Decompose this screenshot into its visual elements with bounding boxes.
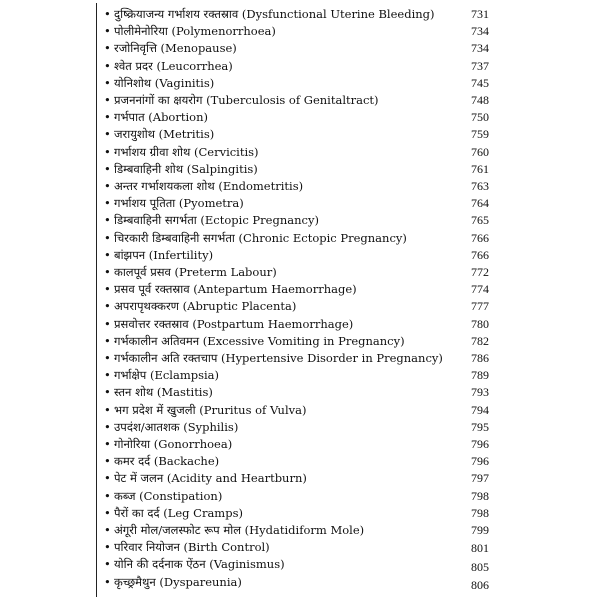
toc-entry: [104, 247, 596, 264]
entry-page-number: 772: [471, 265, 489, 279]
entry-title: प्रसव पूर्व रक्तस्राव (Antepartum Haemorrhage): [114, 282, 357, 297]
bullet-icon: •: [104, 196, 111, 211]
entry-title: दुष्क्रियाजन्य गर्भाशय रक्तस्राव (Dysfunctional Uterine Bleeding): [114, 7, 435, 21]
bullet-icon: •: [104, 402, 111, 417]
entry-page-number: 763: [471, 179, 489, 193]
entry-title: भग प्रदेश में खुजली (Pruritus of Vulva): [114, 402, 307, 417]
toc-entry: [104, 436, 596, 453]
entry-title: प्रसवोत्तर रक्तस्राव (Postpartum Haemorrhage): [114, 316, 354, 331]
bullet-icon: •: [104, 265, 111, 279]
toc-entry: [104, 281, 596, 298]
entry-title: जरायुशोथ (Metritis): [114, 127, 215, 142]
toc-entry: [104, 92, 596, 109]
entry-page-number: 774: [471, 282, 489, 297]
toc-entry: [104, 6, 596, 23]
entry-title: अपरापृथक्करण (Abruptic Placenta): [114, 299, 297, 314]
entry-page-number: 750: [471, 110, 489, 125]
entry-title: कमर दर्द (Backache): [114, 454, 220, 469]
toc-entry: [104, 316, 596, 333]
bullet-icon: •: [104, 144, 111, 159]
entry-title: अन्तर गर्भाशयकला शोथ (Endometritis): [114, 179, 304, 193]
bullet-icon: •: [104, 471, 111, 486]
entry-page-number: 793: [471, 385, 489, 400]
toc-entry: [104, 419, 596, 436]
toc-entry: [104, 40, 596, 57]
entry-title: परिवार नियोजन (Birth Control): [114, 540, 270, 555]
entry-title: पैरों का दर्द (Leg Cramps): [114, 505, 243, 520]
entry-page-number: 734: [471, 24, 489, 39]
bullet-icon: •: [104, 419, 111, 434]
entry-title: गर्भाशय ग्रीवा शोथ (Cervicitis): [114, 144, 259, 159]
entry-page-number: 766: [471, 230, 489, 245]
toc-entry: [104, 195, 596, 212]
bullet-icon: •: [104, 58, 111, 73]
toc-entry: [104, 384, 596, 401]
bullet-icon: •: [104, 93, 111, 107]
entry-page-number: 786: [471, 351, 489, 365]
entry-title: गर्भकालीन अतिवमन (Excessive Vomiting in Pregnancy): [114, 333, 405, 348]
bullet-icon: •: [104, 41, 111, 56]
vertical-rule: [96, 3, 97, 597]
bullet-icon: •: [104, 333, 111, 348]
toc-entry: [104, 58, 596, 75]
toc-entry: [104, 126, 596, 143]
entry-title: अंगूरी मोल/जलस्फोट रूप मोल (Hydatidiform Mole): [114, 523, 365, 537]
entry-title: कालपूर्व प्रसव (Preterm Labour): [114, 265, 277, 279]
entry-page-number: 798: [471, 488, 489, 503]
bullet-icon: •: [104, 24, 111, 39]
entry-page-number: 798: [471, 505, 489, 520]
entry-title: पोलीमेनोरिया (Polymenorrhoea): [114, 24, 276, 39]
bullet-icon: •: [104, 179, 111, 193]
toc-entry: [104, 367, 596, 384]
entry-page-number: 748: [471, 93, 489, 107]
entry-page-number: 795: [471, 419, 489, 434]
entry-title: रजोनिवृत्ति (Menopause): [114, 41, 237, 56]
entry-title: गोनोरिया (Gonorrhoea): [114, 437, 233, 451]
toc-entry: [104, 488, 596, 505]
bullet-icon: •: [104, 161, 111, 176]
entry-title: बांझपन (Infertility): [114, 247, 214, 262]
entry-title: उपदंश/आतशक (Syphilis): [114, 419, 239, 434]
entry-page-number: 794: [471, 402, 489, 417]
bullet-icon: •: [104, 282, 111, 297]
entry-title: प्रजननांगों का क्षयरोग (Tuberculosis of Genitaltract): [114, 93, 379, 107]
bullet-icon: •: [104, 7, 111, 21]
entry-page-number: 764: [471, 196, 489, 211]
entry-title: गर्भपात (Abortion): [114, 110, 208, 125]
toc-entry: [104, 109, 596, 126]
toc-entry: [104, 333, 596, 350]
entry-page-number: 777: [471, 299, 489, 314]
toc-entry: [104, 556, 596, 573]
entry-title: स्तन शोथ (Mastitis): [114, 385, 213, 400]
entry-title: गर्भाशय पूतिता (Pyometra): [114, 196, 244, 211]
entry-title: कब्ज (Constipation): [114, 488, 223, 503]
entry-title: पेट में जलन (Acidity and Heartburn): [114, 471, 307, 486]
entry-title: कृच्छ्रमैथुन (Dyspareunia): [114, 574, 242, 589]
bullet-icon: •: [104, 523, 111, 537]
toc-entry: [104, 212, 596, 229]
bullet-icon: •: [104, 368, 111, 383]
toc-entry: [104, 505, 596, 522]
entry-title: चिरकारी डिम्बवाहिनी सगर्भता (Chronic Ectopic Pregnancy): [114, 230, 407, 245]
bullet-icon: •: [104, 230, 111, 245]
entry-page-number: 782: [471, 333, 489, 348]
toc-entry: [104, 264, 596, 281]
entry-page-number: 745: [471, 75, 489, 90]
bullet-icon: •: [104, 385, 111, 400]
bullet-icon: •: [104, 505, 111, 520]
entry-title: गर्भाक्षेप (Eclampsia): [114, 368, 220, 383]
entry-title: योनि की दर्दनाक ऐंठन (Vaginismus): [114, 557, 285, 572]
bullet-icon: •: [104, 437, 111, 451]
entry-title: गर्भकालीन अति रक्तचाप (Hypertensive Disorder in Pregnancy): [114, 351, 443, 365]
entry-page-number: 737: [471, 58, 489, 73]
entry-page-number: 796: [471, 437, 489, 451]
entry-page-number: 799: [471, 523, 489, 537]
bullet-icon: •: [104, 75, 111, 90]
entry-page-number: 731: [471, 7, 489, 21]
entry-page-number: 797: [471, 471, 489, 486]
bullet-icon: •: [104, 488, 111, 503]
bullet-icon: •: [104, 454, 111, 469]
entry-page-number: 761: [471, 161, 489, 176]
toc-entry: [104, 522, 596, 539]
toc-entry: [104, 453, 596, 470]
bullet-icon: •: [104, 316, 111, 331]
entry-page-number: 789: [471, 368, 489, 383]
toc-entry: [104, 539, 596, 556]
bullet-icon: •: [104, 299, 111, 314]
entry-title: योनिशोथ (Vaginitis): [114, 75, 215, 90]
entry-page-number: 796: [471, 454, 489, 469]
toc-entry: [104, 298, 596, 315]
bullet-icon: •: [104, 540, 111, 555]
bullet-icon: •: [104, 574, 111, 589]
toc-entry: [104, 75, 596, 92]
entry-page-number: 759: [471, 127, 489, 142]
bullet-icon: •: [104, 127, 111, 142]
entry-title: डिम्बवाहिनी शोथ (Salpingitis): [114, 161, 258, 176]
entry-page-number: 801: [471, 541, 489, 556]
entry-page-number: 760: [471, 144, 489, 159]
toc-entry: [104, 230, 596, 247]
entry-title: डिम्बवाहिनी सगर्भता (Ectopic Pregnancy): [114, 213, 319, 228]
entry-page-number: 805: [471, 559, 489, 574]
toc-entry: [104, 470, 596, 487]
bullet-icon: •: [104, 557, 111, 572]
toc-entry: [104, 178, 596, 195]
bullet-icon: •: [104, 247, 111, 262]
entry-page-number: 806: [471, 578, 489, 593]
entry-page-number: 734: [471, 41, 489, 56]
toc-entry: [104, 23, 596, 40]
toc-entry: [104, 574, 596, 591]
bullet-icon: •: [104, 213, 111, 228]
toc-entry: [104, 144, 596, 161]
entry-page-number: 766: [471, 247, 489, 262]
entry-page-number: 765: [471, 213, 489, 228]
entry-title: श्वेत प्रदर (Leucorrhea): [114, 58, 233, 73]
toc-entry: [104, 402, 596, 419]
bullet-icon: •: [104, 110, 111, 125]
toc-entry: [104, 350, 596, 367]
toc-entry: [104, 161, 596, 178]
bullet-icon: •: [104, 351, 111, 365]
entry-page-number: 780: [471, 316, 489, 331]
